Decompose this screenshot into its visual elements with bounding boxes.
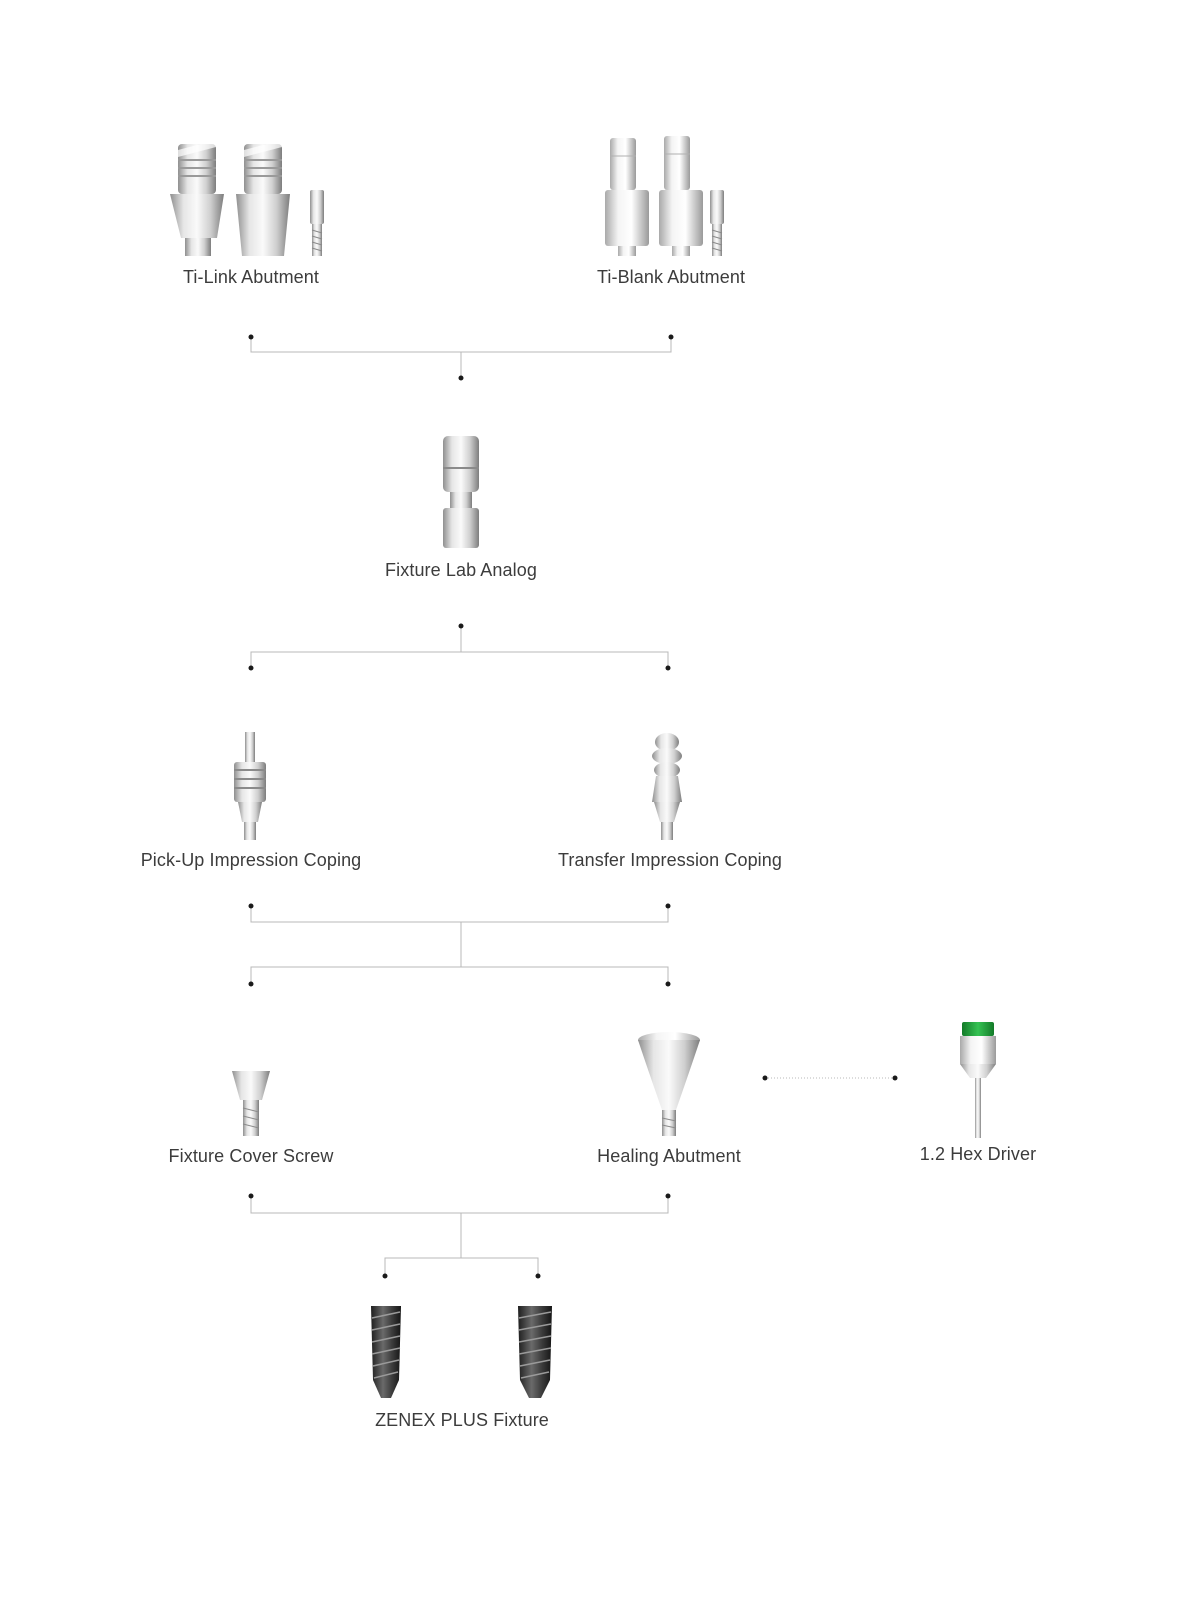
connector-dots [249, 335, 898, 1279]
pick-up-impression-coping-label: Pick-Up Impression Coping [140, 850, 362, 870]
zenex-plus-fixture-image [371, 1306, 552, 1398]
fixture-cover-screw-image [232, 1071, 270, 1136]
ti-link-abutment-label: Ti-Link Abutment [183, 267, 319, 287]
fixture-lab-analog-image [443, 436, 479, 548]
fixture-cover-screw-label: Fixture Cover Screw [168, 1146, 334, 1166]
healing-abutment-image [638, 1032, 700, 1136]
zenex-plus-fixture-label: ZENEX PLUS Fixture [375, 1410, 549, 1430]
transfer-impression-coping-label: Transfer Impression Coping [557, 850, 783, 870]
pick-up-impression-coping-image [234, 732, 266, 840]
connector-lines [251, 337, 895, 1276]
ti-blank-abutment-label: Ti-Blank Abutment [596, 267, 746, 287]
healing-abutment-label: Healing Abutment [597, 1146, 741, 1166]
ti-link-abutment-image [170, 140, 324, 256]
fixture-lab-analog-label: Fixture Lab Analog [385, 560, 537, 580]
transfer-impression-coping-image [652, 733, 682, 840]
hex-driver-image [960, 1022, 996, 1138]
ti-blank-abutment-image [605, 136, 724, 256]
hex-driver-label: 1.2 Hex Driver [919, 1144, 1037, 1164]
